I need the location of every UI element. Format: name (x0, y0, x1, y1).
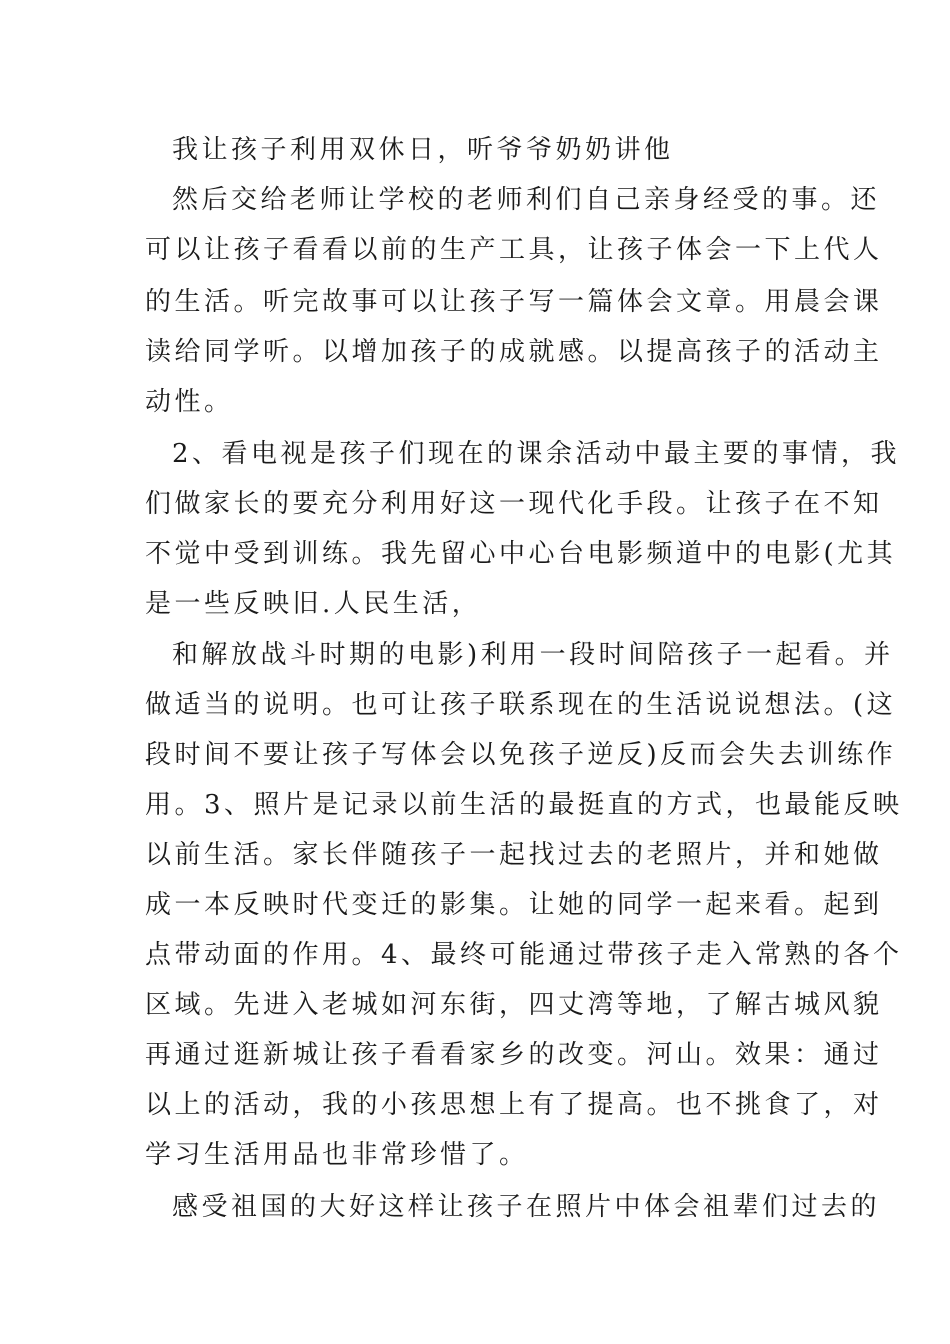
text-line: 动性。 (145, 387, 234, 417)
text-line: 成一本反映时代变迁的影集。让她的同学一起来看。起到 (145, 890, 883, 920)
text-line: 再通过逛新城让孩子看看家乡的改变。河山。效果：通过 (145, 1040, 883, 1070)
text-line: 不觉中受到训练。我先留心中心台电影频道中的电影(尤其 (145, 539, 897, 569)
text-line: 的生活。听完故事可以让孩子写一篇体会文章。用晨会课 (145, 287, 883, 317)
text-line: 然后交给老师让学校的老师利们自己亲身经受的事。还 (172, 185, 881, 215)
text-line: 和解放战斗时期的电影)利用一段时间陪孩子一起看。并 (172, 640, 894, 670)
text-line: 可以让孩子看看以前的生产工具，让孩子体会一下上代人 (145, 235, 883, 265)
text-line: 做适当的说明。也可让孩子联系现在的生活说说想法。(这 (145, 690, 897, 720)
text-line: 以前生活。家长伴随孩子一起找过去的老照片，并和她做 (145, 840, 883, 870)
text-line: 段时间不要让孩子写体会以免孩子逆反)反而会失去训练作 (145, 740, 897, 770)
text-line: 区域。先进入老城如河东街，四丈湾等地，了解古城风貌 (145, 990, 883, 1020)
text-line: 我让孩子利用双休日，听爷爷奶奶讲他 (172, 135, 674, 165)
text-line: 用。3、照片是记录以前生活的最挺直的方式，也最能反映 (145, 790, 903, 820)
text-line: 们做家长的要充分利用好这一现代化手段。让孩子在不知 (145, 489, 883, 519)
text-line: 点带动面的作用。4、最终可能通过带孩子走入常熟的各个 (145, 940, 903, 970)
text-line: 是一些反映旧.人民生活， (145, 589, 482, 619)
text-line: 以上的活动，我的小孩思想上有了提高。也不挑食了，对 (145, 1090, 883, 1120)
text-line: 2、看电视是孩子们现在的课余活动中最主要的事情，我 (172, 439, 901, 469)
text-line: 学习生活用品也非常珍惜了。 (145, 1140, 529, 1170)
text-line: 感受祖国的大好这样让孩子在照片中体会祖辈们过去的 (172, 1192, 881, 1222)
text-line: 读给同学听。以增加孩子的成就感。以提高孩子的活动主 (145, 337, 883, 367)
